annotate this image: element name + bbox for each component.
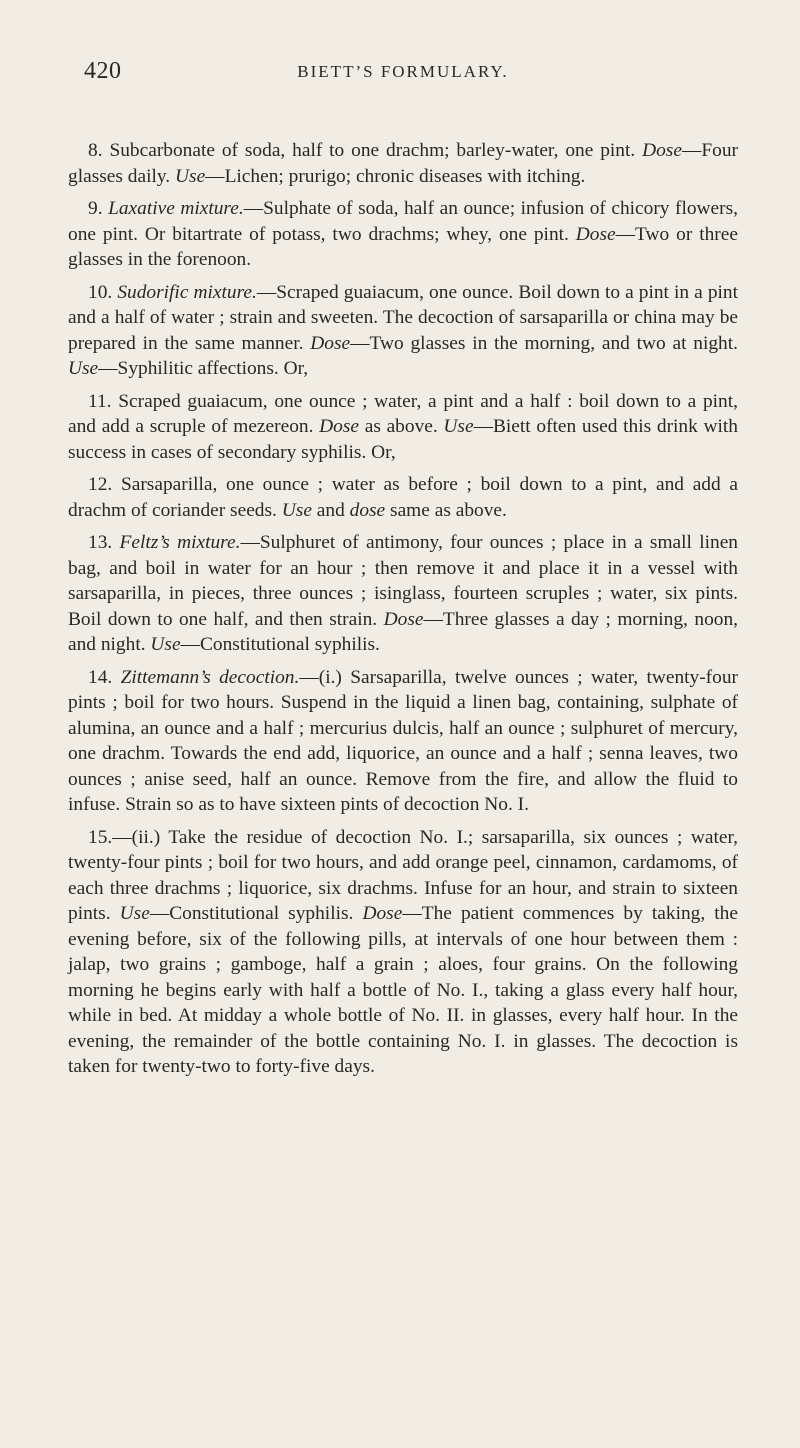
use-label: Use: [150, 634, 181, 655]
dose-label: Dose: [319, 416, 360, 437]
dose-label: dose: [349, 499, 386, 521]
dose-text: —Four glasses daily.: [68, 140, 738, 187]
entry-number: 11.: [88, 390, 112, 412]
entry-9: [68, 196, 738, 273]
entry-15: [68, 825, 738, 1080]
running-title: BIETT’S FORMULARY.: [297, 62, 509, 81]
dose-label: Dose: [575, 223, 616, 245]
entry-13: [68, 530, 738, 658]
entry-number: 9.: [88, 198, 103, 219]
use-text: same as above.: [385, 499, 507, 521]
entry-11: [68, 389, 738, 466]
dose-text: —The patient commences by taking, the evening before, six of the following pills, at intervals of one hour between them : jalap, two grains ; gamboge, half a grain ; aloes, four grains. On the following morning he begins early with half a bottle of No. I., taking a glass every half hour, while in bed. At midday a whole bottle of No. II. in glasses, every half hour. In the evening, the remainder of the bottle containing No. I. in glasses. The decoction is taken for twenty-two to forty-five days.: [68, 903, 738, 1077]
entry-12: [68, 472, 738, 523]
dose-text: as above.: [359, 416, 438, 437]
page-number: 420: [84, 58, 122, 84]
dose-text: —Two or three glasses in the forenoon.: [68, 223, 738, 270]
entry-text: —Sulphuret of antimony, four ounces ; place in a small linen bag, and boil in water for an hour ; then remove it and place it in a vessel with sarsaparilla, in pieces, three ounces ; isinglass, fourteen scruples ; water, six pints. Boil down to one half, and then strain.: [68, 532, 738, 630]
entry-text: —(i.) Sarsaparilla, twelve ounces ; water, twenty-four pints ; boil for two hours. Suspend in the liquid a linen bag, containing, sulphate of alumina, an ounce and a half ; mercurius dulcis, half an ounce ; sulphuret of mercury, one drachm. Towards the end add, liquorice, an ounce and a half ; senna leaves, two ounces ; anise seed, half an ounce. Remove from the fire, and allow the fluid to infuse. Strain so as to have sixteen pints of decoction No. I.: [68, 666, 738, 815]
entry-title: Zittemann’s decoction.: [120, 666, 300, 688]
running-head: [68, 54, 738, 88]
dose-text: —Two glasses in the morning, and two at night.: [350, 332, 738, 354]
dose-text: —Three glasses a day ; morning, noon, and night.: [68, 608, 738, 655]
entry-number: 15.: [88, 826, 113, 848]
use-label: Use: [119, 903, 150, 924]
dose-label: Dose: [383, 608, 424, 630]
use-text: —Constitutional syphilis.: [149, 903, 354, 924]
entry-text: —Sulphate of soda, half an ounce; infusion of chicory flowers, one pint. Or bitartrate of potass, two drachms; whey, one pint.: [68, 198, 738, 245]
use-label: Use: [281, 499, 312, 521]
use-text: —Lichen; prurigo; chronic diseases with itching.: [205, 165, 586, 187]
entry-14: [68, 665, 738, 818]
page-body: [68, 138, 738, 1080]
use-label: Use: [68, 358, 99, 379]
use-text: —Constitutional syphilis.: [180, 634, 380, 655]
entry-text: —(ii.) Take the residue of decoction No. I.; sarsaparilla, six ounces ; water, twenty-four pints ; boil for two hours, and add orange peel, cinnamon, cardamoms, of each three drachms ; liquorice, six drachms. Infuse for an hour, and strain to sixteen pints.: [68, 826, 738, 924]
entry-text: Subcarbonate of soda, half to one drachm; barley-water, one pint.: [109, 140, 636, 161]
entry-8: [68, 138, 738, 189]
entry-10: [68, 280, 738, 382]
use-text: —Biett often used this drink with success in cases of secondary syphilis. Or,: [68, 416, 738, 463]
entry-title: Feltz’s mixture.: [119, 532, 241, 553]
entry-number: 14.: [88, 666, 113, 688]
conjunction: and: [311, 499, 350, 521]
entry-number: 13.: [88, 532, 113, 553]
dose-label: Dose: [310, 332, 351, 354]
dose-label: Dose: [642, 140, 682, 161]
entry-text: Scraped guaiacum, one ounce ; water, a pint and a half : boil down to a pint, and add a scruple of mezereon.: [68, 390, 738, 437]
entry-number: 8.: [88, 140, 103, 161]
use-text: —Syphilitic affections. Or,: [98, 358, 309, 379]
entry-text: Sarsaparilla, one ounce ; water as before ; boil down to a pint, and add a drachm of coriander seeds.: [68, 474, 738, 521]
entry-title: Sudorific mixture.: [117, 281, 257, 303]
entry-title: Laxative mixture.: [108, 198, 244, 219]
use-label: Use: [175, 165, 206, 187]
entry-number: 10.: [88, 281, 113, 303]
entry-number: 12.: [88, 474, 113, 495]
entry-text: —Scraped guaiacum, one ounce. Boil down to a pint in a pint and a half of water ; strain and sweeten. The decoction of sarsaparilla or china may be prepared in the same manner.: [68, 281, 738, 354]
dose-label: Dose: [362, 903, 403, 924]
use-label: Use: [443, 416, 474, 437]
